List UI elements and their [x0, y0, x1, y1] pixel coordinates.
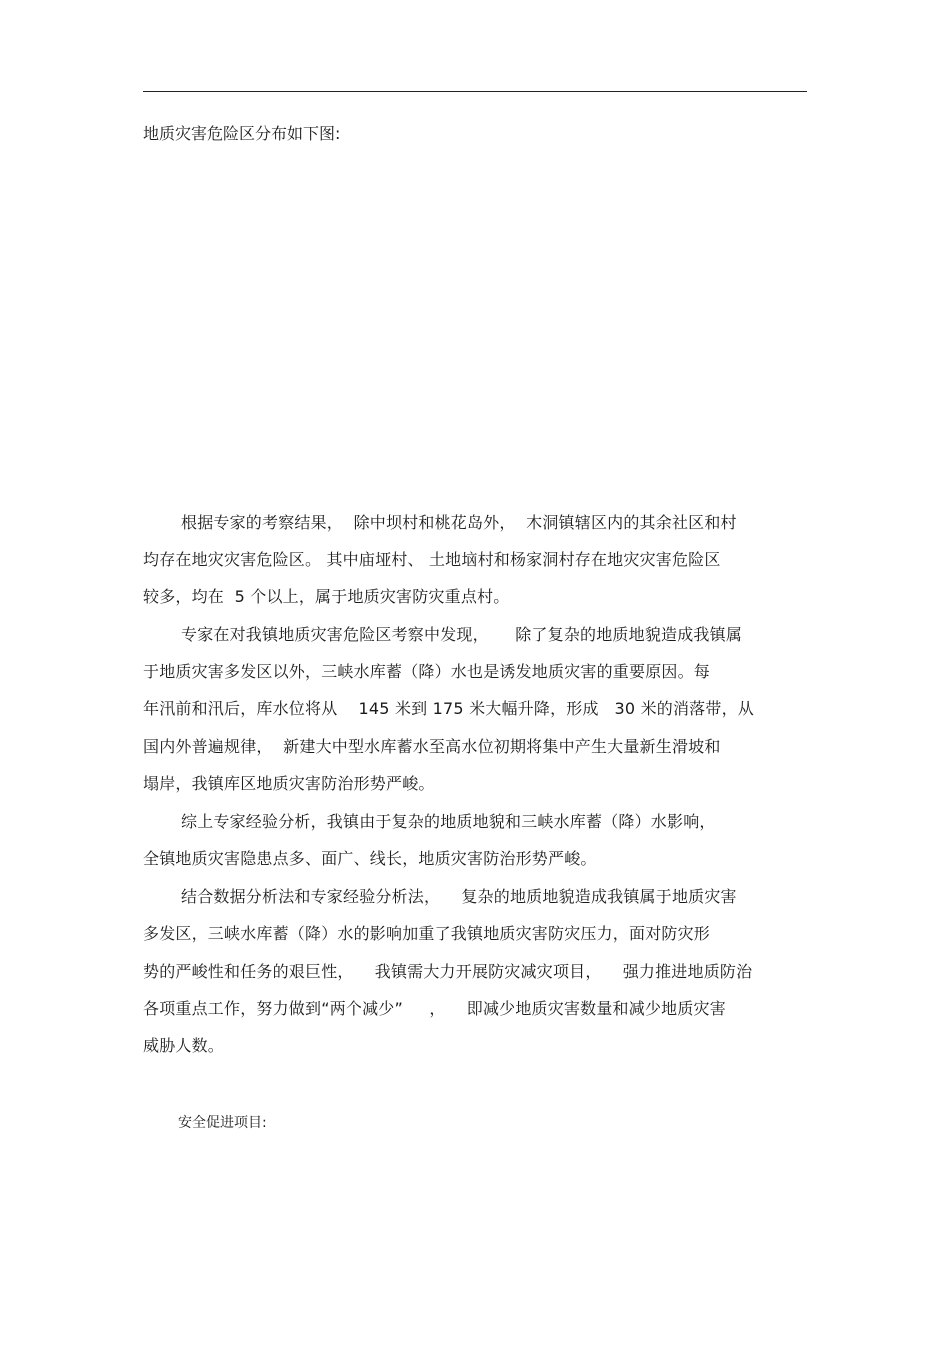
paragraph-line: 年汛前和汛后，库水位将从 145 米到 175 米大幅升降，形成 30 米的消落带，从: [143, 699, 754, 718]
paragraph-line: 各项重点工作，努力做到“两个减少” ， 即减少地质灾害数量和减少地质灾害: [143, 999, 726, 1018]
paragraph-line: 结合数据分析法和专家经验分析法， 复杂的地质地貌造成我镇属于地质灾害: [181, 887, 737, 906]
paragraph-line: 综上专家经验分析，我镇由于复杂的地质地貌和三峡水库蓄（降）水影响，: [181, 812, 716, 831]
paragraph-line: 塌岸，我镇库区地质灾害防治形势严峻。: [143, 774, 435, 793]
paragraph-line: 较多，均在 5 个以上，属于地质灾害防灾重点村。: [143, 587, 510, 606]
paragraph-line: 威胁人数。: [143, 1036, 225, 1055]
paragraph-line: 均存在地灾灾害危险区。 其中庙垭村、 土地垴村和杨家洞村存在地灾灾害危险区: [143, 550, 721, 569]
map-figure-placeholder: [143, 160, 807, 480]
paragraph-line: 多发区，三峡水库蓄（降）水的影响加重了我镇地质灾害防灾压力，面对防灾形: [143, 924, 711, 943]
map-caption: 地质灾害危险区分布如下图:: [143, 124, 341, 143]
paragraph-line: 于地质灾害多发区以外，三峡水库蓄（降）水也是诱发地质灾害的重要原因。每: [143, 662, 711, 681]
header-rule: [143, 91, 807, 92]
paragraph-line: 专家在对我镇地质灾害危险区考察中发现， 除了复杂的地质地貌造成我镇属: [181, 625, 743, 644]
paragraph-line: 全镇地质灾害隐患点多、面广、线长，地质灾害防治形势严峻。: [143, 849, 597, 868]
paragraph-line: 根据专家的考察结果， 除中坝村和桃花岛外， 木洞镇辖区内的其余社区和村: [181, 513, 737, 532]
paragraph-line: 势的严峻性和任务的艰巨性， 我镇需大力开展防灾减灾项目， 强力推进地质防治: [143, 962, 753, 981]
paragraph-line: 国内外普遍规律， 新建大中型水库蓄水至高水位初期将集中产生大量新生滑坡和: [143, 737, 721, 756]
section-caption: 安全促进项目:: [178, 1115, 267, 1131]
